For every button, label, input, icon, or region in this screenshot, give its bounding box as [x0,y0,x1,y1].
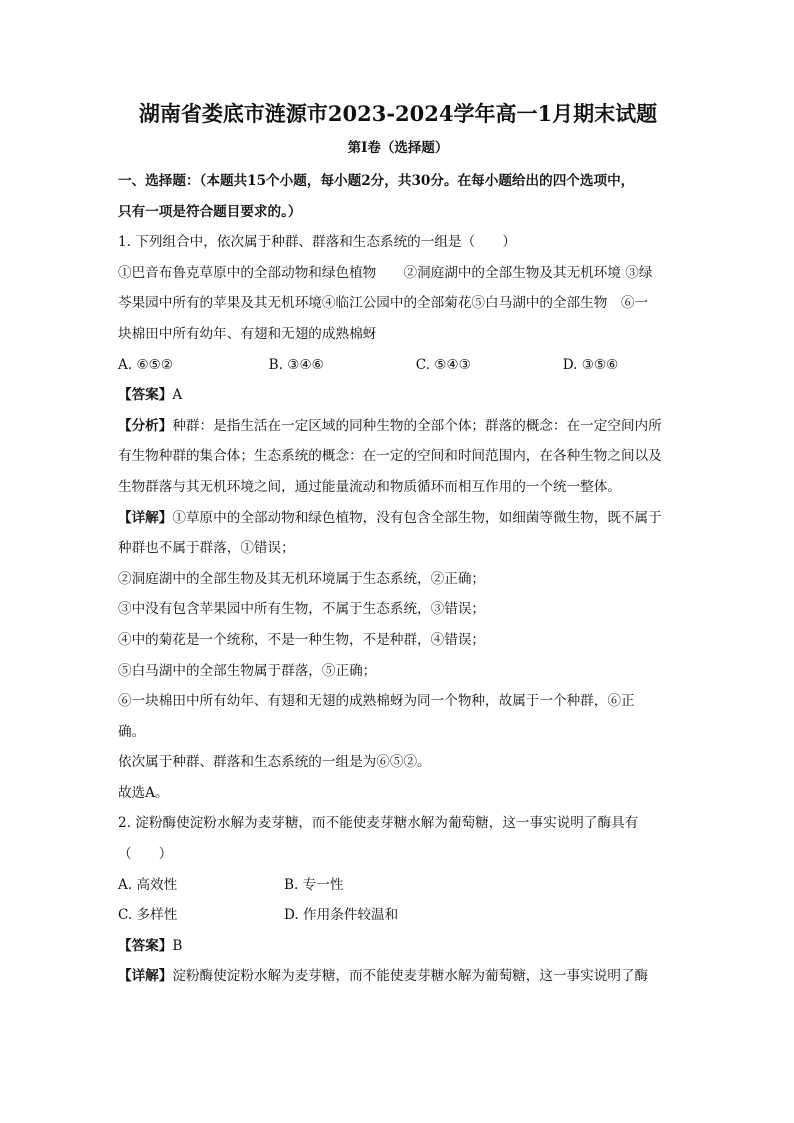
q1-answer-value: A [172,387,183,404]
q1-answer-tag: 【答案】 [118,387,173,404]
q2-option-c: C. 多样性 [118,907,178,924]
q2-options-row-2 [118,900,678,931]
q2-detail-line-1 [118,961,678,992]
q1-detail-tag: 【详解】 [118,509,173,526]
q1-option-b: B. ③④⑥ [268,356,324,373]
q1-detail-line-5: ④中的菊花是一个统称，不是一种生物，不是种群，④错误； [118,631,486,648]
q1-options [118,350,678,381]
q1-option-a: A. ⑥⑤② [118,356,174,373]
volume-subtitle: 第I卷（选择题） [347,140,449,156]
q1-detail-line-9: 依次属于种群、群落和生态系统的一组是为⑥⑤②。 [118,754,431,771]
q1-detail-line-7: ⑥一块棉田中所有幼年、有翅和无翅的成熟棉蚜为同一个物种，故属于一个种群，⑥正 [118,693,635,710]
q1-option-c: C. ⑤④③ [415,356,471,373]
q2-option-b: B. 专一性 [284,876,344,893]
q2-answer [118,931,678,962]
q2-detail-text-1: 淀粉酶使淀粉水解为麦芽糖，而不能使麦芽糖水解为葡萄糖，这一事实说明了酶 [172,968,649,985]
q2-answer-tag: 【答案】 [118,937,173,954]
q1-analysis-line-1 [118,411,678,442]
q1-analysis-tag: 【分析】 [118,417,173,434]
q1-stem: 1. 下列组合中，依次属于种群、群落和生态系统的一组是（ ） [118,234,516,251]
q1-analysis-line-2: 有生物种群的集合体；生态系统的概念：在一定的空间和时间范围内，在各种生物之间以及 [118,448,662,465]
page-title: 湖南省娄底市涟源市2023-2024学年高一1月期末试题 [138,101,658,126]
q1-detail-line-6: ⑤白马湖中的全部生物属于群落，⑤正确； [118,662,377,679]
q1-detail-line-1 [118,503,678,534]
q2-options-row-1 [118,870,678,901]
q1-detail-line-10: 故选A。 [118,784,169,801]
q1-items-line-1: ①巴音布鲁克草原中的全部动物和绿色植物 ②洞庭湖中的全部生物及其无机环境 ③绿 [118,264,653,281]
q1-analysis-text-1: 种群：是指生活在一定区域的同种生物的全部个体；群落的概念：在一定空间内所 [172,417,662,434]
q2-detail-tag: 【详解】 [118,968,173,985]
q1-detail-line-8: 确。 [118,723,146,740]
q1-detail-text-1: ①草原中的全部动物和绿色植物，没有包含全部生物，如细菌等微生物，既不属于 [172,509,662,526]
q1-detail-line-4: ③中没有包含苹果园中所有生物，不属于生态系统，③错误； [118,601,486,618]
q1-items-line-3: 块棉田中所有幼年、有翅和无翅的成熟棉蚜 [118,325,377,342]
q1-items-line-2: 芩果园中所有的苹果及其无机环境④临江公园中的全部菊花⑤白马湖中的全部生物 ⑥一 [118,295,649,312]
q2-answer-value: B [172,937,183,954]
section-header-line-1: 一、选择题：（本题共15个小题，每小题2分，共30分。在每小题给出的四个选项中， [118,173,635,189]
q1-detail-line-2: 种群也不属于群落，①错误； [118,540,295,557]
q1-detail-line-3: ②洞庭湖中的全部生物及其无机环境属于生态系统，②正确； [118,570,486,587]
q1-analysis-line-3: 生物群落与其无机环境之间，通过能量流动和物质循环而相互作用的一个统一整体。 [118,478,621,495]
q1-option-d: D. ③⑤⑥ [562,356,619,373]
q2-option-a: A. 高效性 [118,876,178,893]
q2-option-d: D. 作用条件较温和 [284,907,399,924]
q2-stem-line-1: 2. 淀粉酶使淀粉水解为麦芽糖，而不能使麦芽糖水解为葡萄糖，这一事实说明了酶具有 [118,815,639,832]
q1-answer [118,380,678,411]
document-page [118,100,678,992]
q2-stem-line-2: （ ） [118,846,173,863]
section-header-line-2: 只有一项是符合题目要求的。） [118,203,302,220]
